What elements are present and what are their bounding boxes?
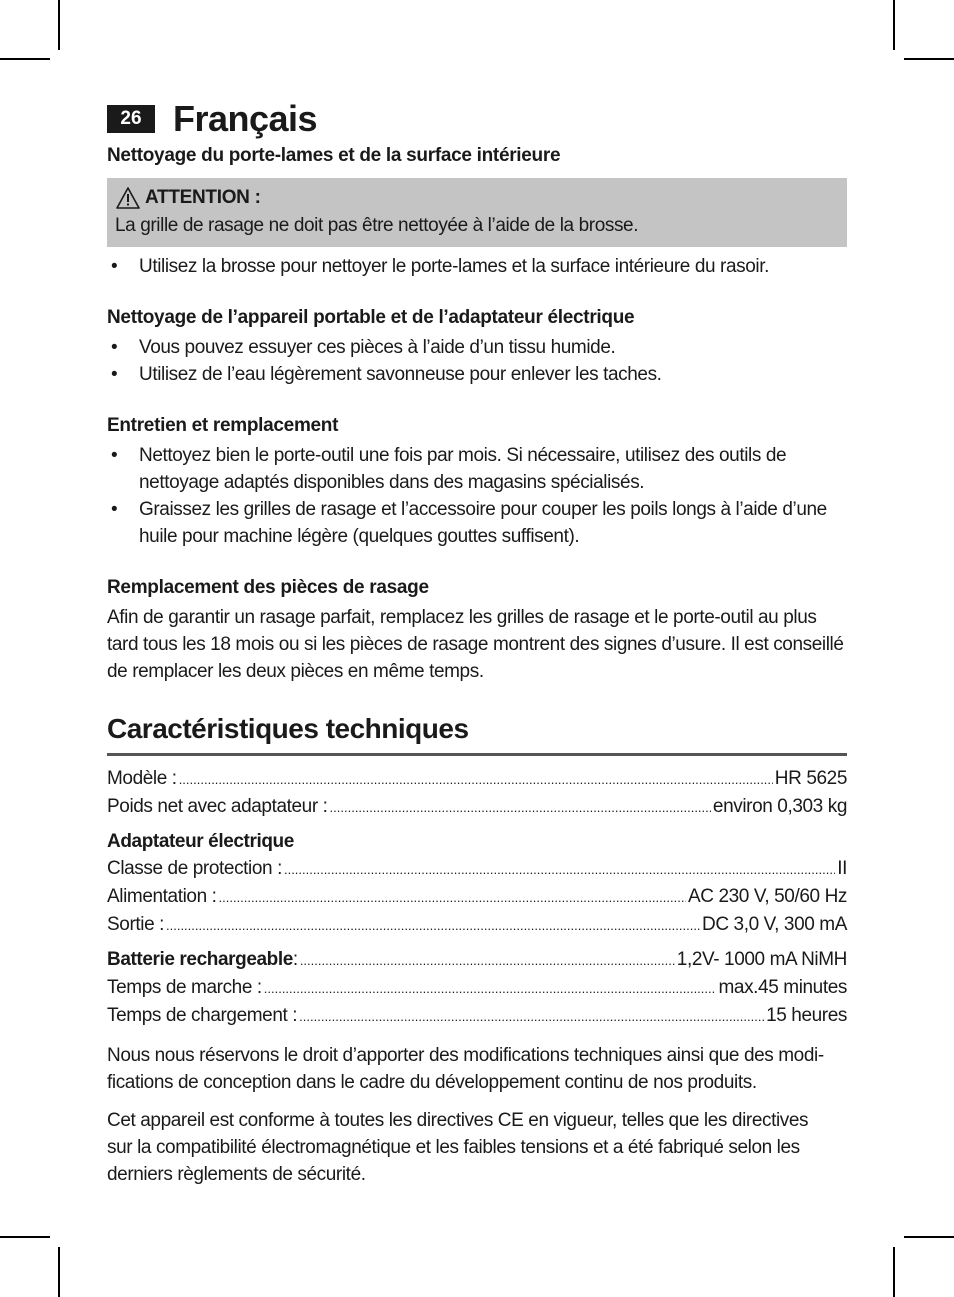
page-title: Français [173, 98, 318, 139]
spec-group [107, 946, 847, 1030]
list-item: • Utilisez de l’eau légèrement savonneuse pour enlever les taches. [111, 364, 662, 385]
warning-box [107, 178, 847, 247]
spec-row-battery: Batterie rechargeable : ..... 1,2V- 1000 mA NiMH [107, 946, 847, 974]
page-number: 26 [107, 105, 155, 133]
paragraph: Afin de garantir un rasage parfait, remplacez les grilles de rasage et le porte-outil au plus tard tous les 18 mois ou si les pièces de rasage montrent des signes d’usure. Il est conseillé de remplacer les deux pièces en même temps. [107, 607, 844, 682]
section-heading: Nettoyage du porte-lames et de la surface intérieure [107, 145, 561, 166]
crop-mark [904, 58, 954, 60]
list-item: • Vous pouvez essuyer ces pièces à l’aide d’un tissu humide. [111, 337, 616, 358]
crop-mark [0, 1236, 50, 1238]
spec-row-model: Modèle : ..... HR 5625 [107, 765, 847, 793]
crop-mark [0, 58, 50, 60]
warning-triangle-icon [115, 186, 141, 210]
crop-mark [58, 1247, 60, 1297]
spec-group [107, 828, 847, 939]
section-heading: Remplacement des pièces de rasage [107, 577, 429, 598]
crop-mark [893, 1247, 895, 1297]
spec-subheading: Adaptateur électrique [107, 831, 294, 852]
spec-row-weight: Poids net avec adaptateur : ..... environ 0,303 kg [107, 793, 847, 821]
warning-header [115, 184, 839, 212]
page-header [107, 98, 847, 140]
bullet-list [107, 334, 847, 388]
bullet-list [107, 442, 847, 550]
warning-text: La grille de rasage ne doit pas être nettoyée à l’aide de la brosse. [115, 215, 639, 236]
warning-label: ATTENTION : [145, 187, 261, 208]
list-item: • Graissez les grilles de rasage et l’accessoire pour couper les poils longs à l’aide d’une huile pour machine légère (quelques gouttes suffisent). [111, 499, 827, 547]
manual-page [107, 98, 847, 1188]
spec-row-charge: Temps de chargement : ..... 15 heures [107, 1002, 847, 1030]
crop-mark [893, 0, 895, 50]
divider [107, 753, 847, 756]
section-cleaning-device [107, 307, 847, 388]
list-item: • Utilisez la brosse pour nettoyer le porte-lames et la surface intérieure du rasoir. [111, 256, 770, 277]
crop-mark [904, 1236, 954, 1238]
spec-row-runtime: Temps de marche : ..... max.45 minutes [107, 974, 847, 1002]
section-specs [107, 711, 847, 1030]
list-item: • Nettoyez bien le porte-outil une fois par mois. Si nécessaire, utilisez des outils de nettoyage adaptés disponibles dans des magasins spécialisés. [111, 445, 787, 493]
spec-row-output: Sortie : ..... DC 3,0 V, 300 mA [107, 911, 847, 939]
ce-note: Cet appareil est conforme à toutes les directives CE en vigueur, telles que les directives sur la compatibilité électromagnétique et les faibles tensions et a été fabriqué selon les derniers règlements de sécurité. [107, 1110, 809, 1185]
section-heading: Entretien et remplacement [107, 415, 339, 436]
section-title: Caractéristiques techniques [107, 713, 469, 744]
section-cleaning-blade [107, 145, 847, 280]
crop-mark [58, 0, 60, 50]
section-replacement [107, 577, 847, 685]
spec-row-supply: Alimentation : ..... AC 230 V, 50/60 Hz [107, 883, 847, 911]
reserve-note: Nous nous réservons le droit d’apporter des modifications techniques ainsi que des modi- fications de conception dans le cadre du développement continu de nos produits. [107, 1045, 824, 1093]
section-heading: Nettoyage de l’appareil portable et de l’adaptateur électrique [107, 307, 635, 328]
bullet-list [107, 253, 847, 280]
spec-row-protection: Classe de protection : ..... II [107, 855, 847, 883]
section-maintenance [107, 415, 847, 550]
spec-group [107, 765, 847, 821]
